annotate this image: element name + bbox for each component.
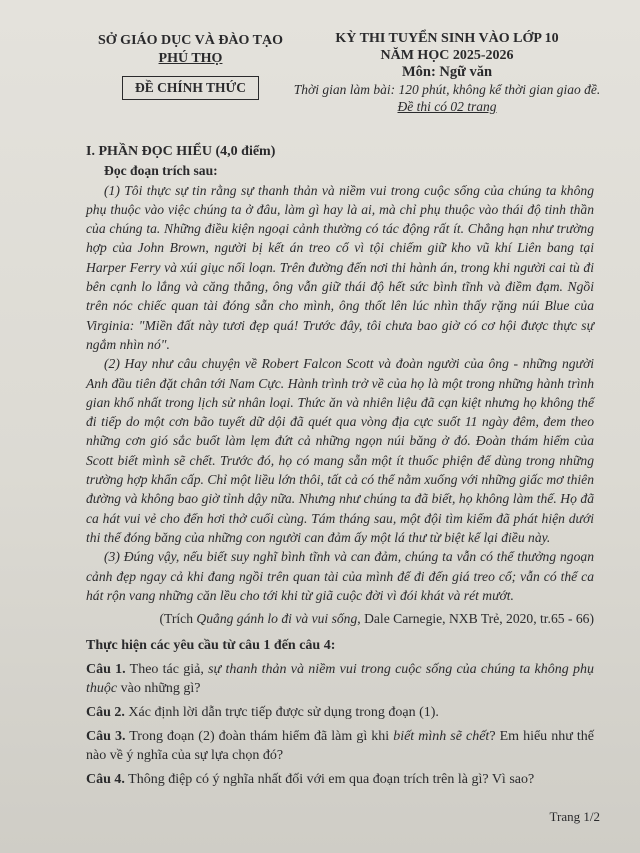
official-exam-box: ĐỀ CHÍNH THỨC [122, 76, 259, 100]
department-name: SỞ GIÁO DỤC VÀ ĐÀO TẠO [98, 33, 284, 48]
school-year: NĂM HỌC 2025-2026 [380, 48, 514, 63]
passage-paragraph-2: (2) Hay như câu chuyện về Robert Falcon Scott và đoàn người của ông - những người Anh đầu tiên đặt chân tới Nam Cực. Hành trình trở về của họ là một trong những hành trình gian khổ nhất trong lịch sử nhân loại. Thức ăn và nhiên liệu đã cạn kiệt nhưng họ không thể đi tiếp do một cơn bão tuyết dữ dội đã quét qua vòng địa cực suốt 11 ngày đêm, đem theo những cơn gió sắc buốt làm lẹm đứt cả những ngọn núi băng ở đó. Đoàn thám hiểm của Scott biết mình sẽ chết. Trước đó, họ có mang sẵn một ít thuốc phiện để dùng trong những trường hợp khẩn cấp. Chỉ một liều lớn thôi, tất cả có thể nằm xuống với những giấc mơ thiên đường và không bao giờ tỉnh dậy nữa. Nhưng như chúng ta đã biết, họ không làm thế. Họ đã ca hát vui vẻ cho đến hơi thở cuối cùng. Tám tháng sau, một đội tìm kiếm đã phát hiện dưới thi thể đóng băng của những con người can đảm ấy một lá thư từ biệt kể lại điều này. [86, 356, 594, 545]
header-right [282, 30, 612, 115]
header-left [98, 32, 283, 100]
province-name: PHÚ THỌ [158, 51, 223, 66]
question-3: Câu 3. Trong đoạn (2) đoàn thám hiểm đã làm gì khi biết mình sẽ chết? Em hiểu như thế nào về ý nghĩa của sự lựa chọn đó? [86, 728, 594, 763]
requirements-title: Thực hiện các yêu cầu từ câu 1 đến câu 4: [86, 638, 336, 654]
passage-paragraph-1: (1) Tôi thực sự tin rằng sự thanh thản và niềm vui trong cuộc sống của chúng ta không phụ thuộc vào việc chúng ta ở đâu, làm gì hay là ai, mà chỉ phụ thuộc vào thái độ tinh thần của chúng ta. Những điều kiện ngoại cảnh thường có tác động rất ít. Chẳng hạn như trường hợp của John Brown, người bị kết án treo cổ vì tội chiếm giữ kho vũ khí Liên bang tại Harper Ferry và xúi giục nổi loạn. Trên đường đến nơi thi hành án, trong khi người cai tù đi bên cạnh lo lắng và căng thẳng, ông vẫn giữ thái độ hết sức bình tĩnh và điềm đạm. Ngồi trên nóc chiếc quan tài đóng sẵn cho mình, ông thốt lên lúc nhìn thấy rặng núi Blue của Virginia: "Miền đất này tươi đẹp quá! Trước đây, tôi chưa bao giờ có cơ hội được thực sự ngắm nhìn nó". [86, 182, 594, 352]
question-4: Câu 4. Thông điệp có ý nghĩa nhất đối với em qua đoạn trích trên là gì? Vì sao? [86, 771, 535, 787]
page-number: Trang 1/2 [549, 809, 600, 824]
subject: Môn: Ngữ văn [401, 64, 493, 80]
passage-source: (Trích Quẳng gánh lo đi và vui sống, Dale Carnegie, NXB Trẻ, 2020, tr.65 - 66) [159, 611, 594, 627]
passage-paragraph-3: (3) Đúng vậy, nếu biết suy nghĩ bình tĩnh và can đảm, chúng ta vẫn có thể thưởng ngoạn cảnh đẹp ngay cả khi đang ngồi trên quan tài của mình để đi đến giá treo cổ; vẫn có thể ca hát rộn vang những căn lều cho tới khi từ giã cuộc đời vì đói khát và rét mướt. [86, 549, 594, 603]
question-2: Câu 2. Xác định lời dẫn trực tiếp được sử dụng trong đoạn (1). [86, 704, 439, 720]
section-title: I. PHẦN ĐỌC HIỂU (4,0 điểm) [86, 144, 276, 159]
time-limit: Thời gian làm bài: 120 phút, không kể thời gian giao đề. [293, 82, 601, 97]
page-count: Đề thi có 02 trang [397, 99, 497, 114]
source-book-title: Quẳng gánh lo đi và vui sống [196, 611, 358, 627]
question-1: Câu 1. Theo tác giả, sự thanh thản và niềm vui trong cuộc sống của chúng ta không phụ thuộc vào những gì? [86, 661, 595, 696]
exam-content [86, 142, 594, 794]
exam-title: KỲ THI TUYỂN SINH VÀO LỚP 10 [335, 31, 559, 46]
reading-instruction: Đọc đoạn trích sau: [104, 163, 218, 179]
